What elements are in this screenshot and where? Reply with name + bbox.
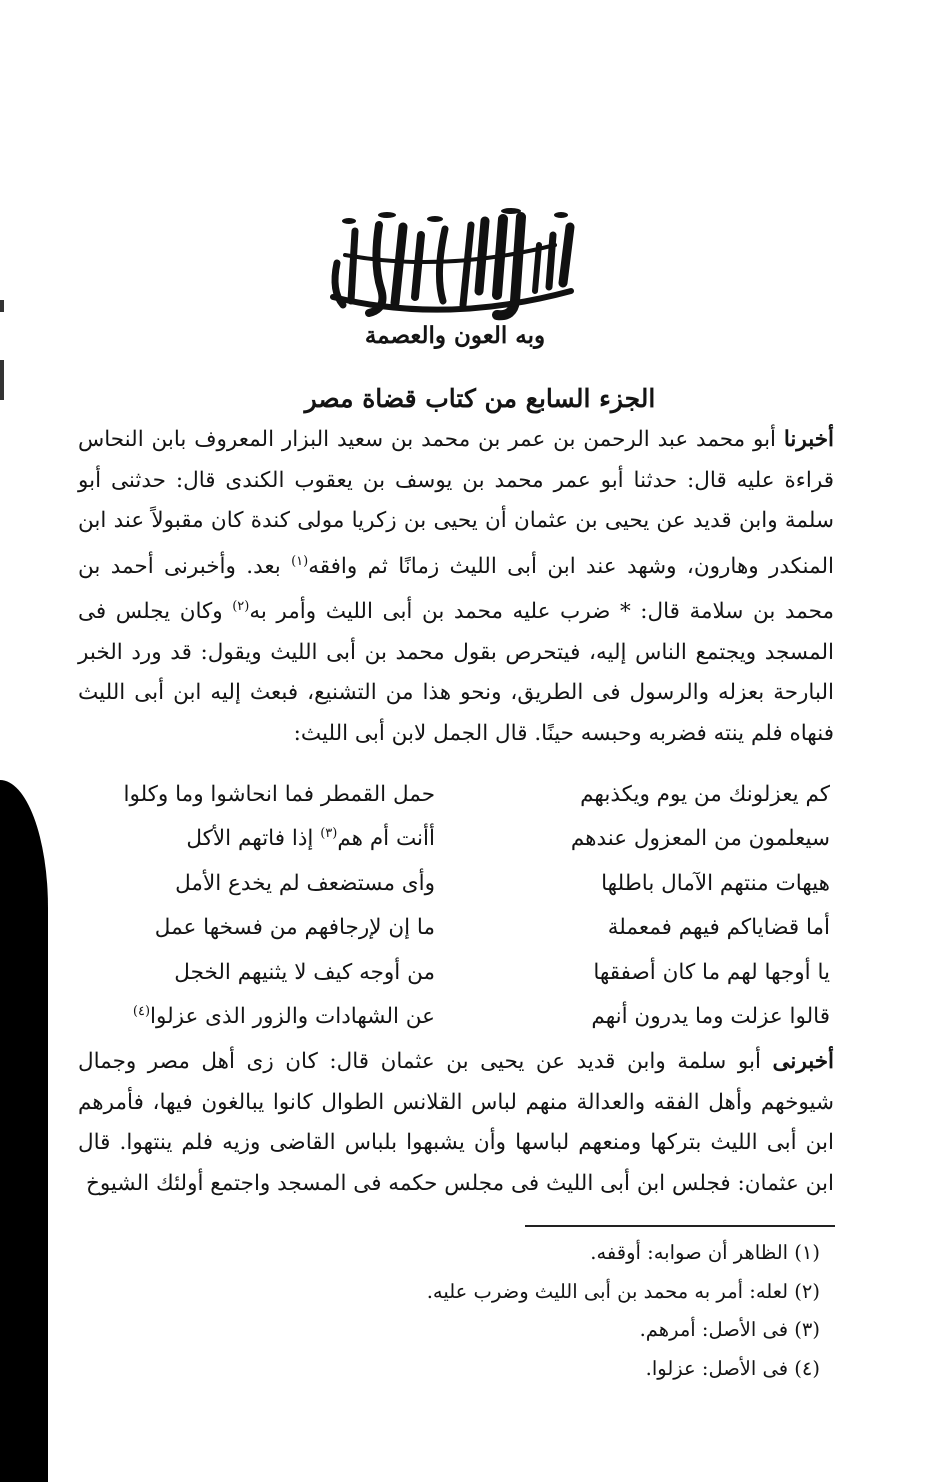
- poem-verse: [100, 906, 830, 951]
- chapter-title: الجزء السابع من كتاب قضاة مصر: [304, 384, 656, 413]
- poem-verse: [100, 817, 830, 862]
- page-edge-mark: [0, 360, 4, 400]
- footnote-ref: (١): [291, 553, 309, 569]
- footnote: (٤) فى الأصل: عزلوا.: [645, 1356, 820, 1380]
- verse-second-hemistich: [100, 1004, 465, 1029]
- verse-first-hemistich: سيعلمون من المعزول عندهم: [570, 826, 830, 852]
- paragraph-text: بعد. وأخبرنى أحمد بن محمد بن سلامة قال: * ضرب عليه محمد بن أبى الليث وأمر به: [78, 553, 834, 625]
- footnote: (٢) لعله: أمر به محمد بن أبى الليث وضرب عليه.: [426, 1279, 820, 1303]
- poem-verse: [100, 995, 830, 1040]
- verse-second-hemistich: [100, 826, 465, 851]
- footnote: (٣) فى الأصل: أمرهم.: [639, 1318, 820, 1341]
- page-edge-mark: [0, 300, 4, 312]
- verse-first-hemistich: أما قضاياكم فيهم فمعملة: [607, 915, 830, 941]
- paragraph-2: [78, 1042, 834, 1204]
- verse-first-hemistich: كم يعزلونك من يوم ويكذبهم: [580, 781, 830, 807]
- footnotes: [300, 1234, 820, 1388]
- verse-second-hemistich: حمل القمطر فما انحاشوا وما وكلوا: [123, 781, 435, 807]
- footnote: (١) الظاهر أن صوابه: أوقفه.: [590, 1241, 820, 1264]
- paragraph-lead-word: أخبرنى: [772, 1049, 834, 1074]
- verse-second-hemistich: ما إن لإرجافهم من فسخها عمل: [154, 915, 435, 941]
- paragraph-text: أبو محمد عبد الرحمن بن عمر بن محمد بن سعيد البزار المعروف بابن النحاس قراءة عليه قال: حدثنا أبو عمر محمد بن يوسف بن يعقوب الكندى قال: حدثنى أبو سلمة وابن قديد عن يحيى بن عثمان أن يحيى بن زكريا مولى كندة كان مقبولاً عند ابن المنكدر وهارون، وشهد عند ابن أبى الليث زمانًا ثم وافقه: [78, 427, 834, 579]
- hemistich-text: عن الشهادات والزور الذى عزلوا: [150, 1004, 435, 1030]
- paragraph-lead-word: أخبرنا: [783, 427, 834, 452]
- footnote-ref: (٣): [320, 826, 338, 842]
- hemistich-text: أأنت أم هم: [337, 826, 435, 852]
- footnote-separator: [525, 1225, 835, 1227]
- basmala-subtitle: وبه العون والعصمة: [364, 322, 546, 349]
- page-edge-shadow: [0, 780, 48, 1482]
- paragraph-1: [78, 420, 834, 754]
- verse-second-hemistich: من أوجه كيف لا يثنيهم الخجل: [174, 959, 435, 985]
- verse-second-hemistich: وأى مستضعف لم يخدع الأمل: [175, 870, 435, 896]
- footnote-ref: (٢): [232, 599, 250, 615]
- verse-first-hemistich: هيهات منتهم الآمال باطلها: [601, 870, 830, 896]
- poem-verse: [100, 861, 830, 906]
- paragraph-text: وكان يجلس فى المسجد ويجتمع الناس إليه، فيتحرص بقول محمد بن أبى الليث ويقول: قد ورد الخبر البارحة بعزله والرسول فى الطريق، ونحو هذا من التشنيع، فبعث إليه ابن أبى الليث فنهاه فلم ينته فضربه وحبسه حينًا. قال الجمل لابن أبى الليث:: [78, 599, 834, 746]
- hemistich-text: إذا فاتهم الأكل: [186, 826, 321, 852]
- footnote-ref: (٤): [132, 1004, 151, 1020]
- poem-verse: [100, 950, 830, 995]
- verse-first-hemistich: قالوا عزلت وما يدرون أنهم: [591, 1004, 830, 1030]
- poem: [100, 772, 830, 1039]
- basmala-calligraphy: [325, 205, 575, 330]
- poem-verse: [100, 772, 830, 817]
- paragraph-text: أبو سلمة وابن قديد عن يحيى بن عثمان قال: كان زى أهل مصر وجمال شيوخهم وأهل الفقه والعدالة منهم لباس القلانس الطوال كانوا يبالغون فيها، فأمرهم ابن أبى الليث بتركها ومنعهم لباسها وأن يشبهوا بلباس القاضى وزيه فلم ينتهوا. قال ابن عثمان: فجلس ابن أبى الليث فى مجلس حكمه فى المسجد واجتمع أولئك الشيوخ: [78, 1049, 834, 1196]
- verse-first-hemistich: يا أوجها لهم ما كان أصفقها: [593, 959, 830, 985]
